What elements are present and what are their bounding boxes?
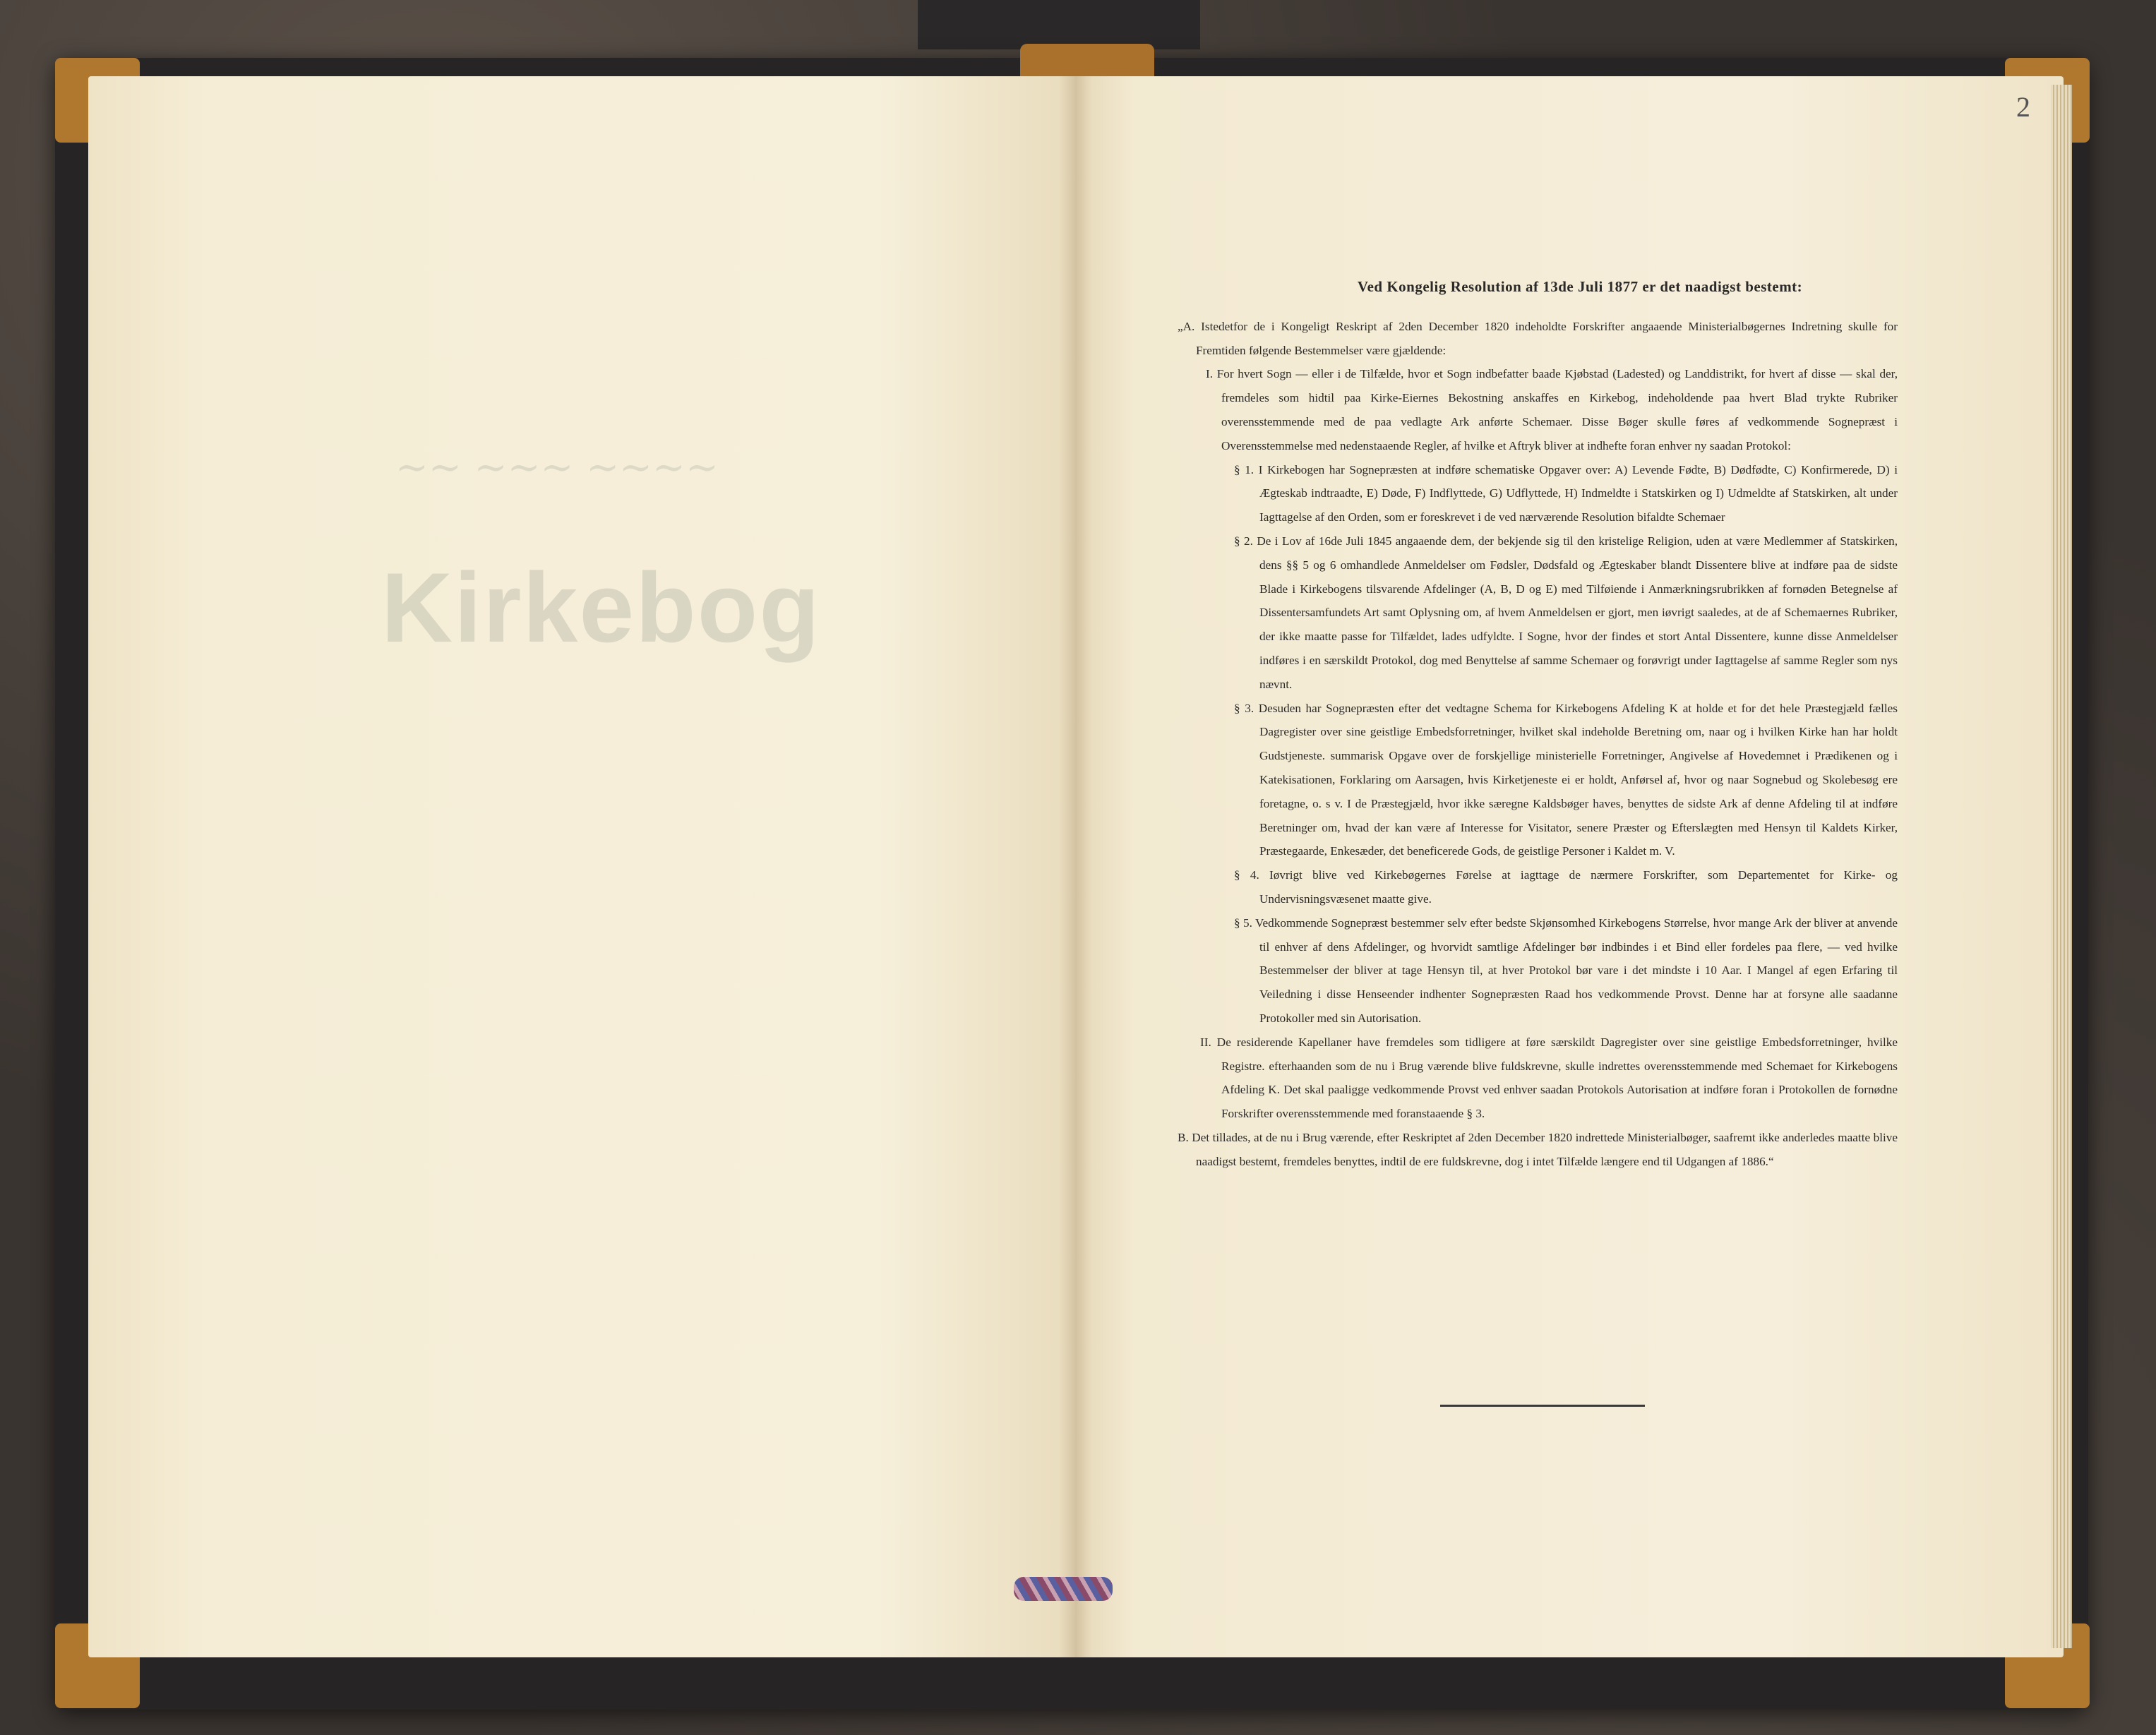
resolution-text xyxy=(1178,275,1898,1173)
binding-strip xyxy=(918,0,1200,49)
ghost-title: Kirkebog xyxy=(381,552,821,663)
section-3: § 3. Desuden har Sognepræsten efter det vedtagne Schema for Kirkebogens Afdeling K at holde et for det hele Præstegjæld fælles Dagregister over sine geistlige Embedsforretninger, hvilket skal indeholde Beretning om, naar og i hvilken Kirke han har holdt Gudstjeneste. summarisk Opgave over de forskjellige ministerielle Forretninger, Angivelse af Hovedemnet i Prædikenen og i Katekisationen, Forklaring om Aarsagen, hvis Kirketjeneste ei er holdt, Anførsel af, hvor og naar Sognebud og Skolebesøg ere foretagne, o. s v. I de Præstegjæld, hvor ikke særegne Kaldsbøger haves, benyttes de sidste Ark af denne Afdeling til at indføre Beretninger om, hvad der kan være af Interesse for Visitator, senere Præster og Efterslægten med Hensyn til Kaldets Kirker, Præstegaarde, Enkesæder, det beneficerede Gods, de geistlige Personer i Kaldet m. V. xyxy=(1234,701,1898,858)
closing-rule xyxy=(1440,1405,1645,1407)
page-edges xyxy=(2051,85,2072,1648)
page-number: 2 xyxy=(2016,91,2030,123)
paragraph-b: B. Det tillades, at de nu i Brug værende, efter Reskriptet af 2den December 1820 indrettede Ministerialbøger, saafremt ikke anderledes maatte blive naadigst bestemt, fremdeles benyttes, indtil de ere fuldskrevne, dog i intet Tilfælde længere end til Udgangen af 1886.“ xyxy=(1178,1130,1898,1168)
section-4: § 4. Iøvrigt blive ved Kirkebøgernes Førelse at iagttage de nærmere Forskrifter, som Departementet for Kirke- og Undervisningsvæsenet maatte give. xyxy=(1234,868,1898,906)
section-5: § 5. Vedkommende Sognepræst bestemmer selv efter bedste Skjønsomhed Kirkebogens Størrelse, hvor mange Ark der bliver at anvende til enhver af dens Afdelinger, og hvorvidt samtlige Afdelinger bør indbindes i et Bind eller fordeles paa flere, — ved hvilke Bestemmelser der bliver at tage Hensyn til, at hver Protokol bør vare i det mindste i 10 Aar. I Mangel af egen Erfaring til Veiledning i disse Henseender indhenter Sognepræsten Raad hos vedkommende Provst. Denne har at forsyne alle saadanne Protokoller med sin Autorisation. xyxy=(1234,915,1898,1025)
document-heading: Ved Kongelig Resolution af 13de Juli 1877 er det naadigst bestemt: xyxy=(1357,278,1803,295)
paragraph-i: I. For hvert Sogn — eller i de Tilfælde, hvor et Sogn indbefatter baade Kjøbstad (Ladested) og Landdistrikt, for hvert af disse — skal der, fremdeles som hidtil paa Kirke-Eiernes Bekostning anskaffes en Kirkebog, indeholdende paa hvert Blad trykte Rubriker overensstemmende med de paa vedlagte Ark anførte Schemaer. Disse Bøger skulle føres af vedkommende Sognepræst i Overensstemmelse med nedenstaaende Regler, af hvilke et Aftryk bliver at indhefte foran enhver ny saadan Protokol: xyxy=(1206,367,1898,452)
left-page xyxy=(88,76,1075,1657)
section-1: § 1. I Kirkebogen har Sognepræsten at indføre schematiske Opgaver over: A) Levende Fødte, B) Dødfødte, C) Konfirmerede, D) i Ægteskab indtraadte, E) Døde, F) Indflyttede, G) Udflyttede, H) Indmeldte i Statskirken og I) Udmeldte af Statskirken, alt under Iagttagelse af den Orden, som er foreskrevet i de ved nærværende Resolution bifaldte Schemaer xyxy=(1234,462,1898,524)
paragraph-a: „A. Istedetfor de i Kongeligt Reskript af 2den December 1820 indeholdte Forskrifter angaaende Ministerialbøgernes Indretning skulle for Fremtiden følgende Bestemmelser være gjældende: xyxy=(1178,319,1898,357)
binding-thread xyxy=(1014,1577,1113,1601)
ghost-handwriting: ~~ ~~~ ~~~~ xyxy=(395,445,719,491)
paragraph-ii: II. De residerende Kapellaner have fremdeles som tidligere at føre særskildt Dagregister over sine geistlige Embedsforretninger, hvilke Registre. efterhaanden som de nu i Brug værende blive fuldskrevne, skulle indrettes overensstemmende med Schemaet for Kirkebogens Afdeling K. Det skal paaligge vedkommende Provst ved enhver saadan Protokols Autorisation at indføre foran i Protokollen de fornødne Forskrifter overensstemmende med foranstaaende § 3. xyxy=(1200,1035,1898,1121)
section-2: § 2. De i Lov af 16de Juli 1845 angaaende dem, der bekjende sig til den kristelige Religion, uden at være Medlemmer af Statskirken, dens §§ 5 og 6 omhandlede Anmeldelser om Fødsler, Dødsfald og Ægteskaber blandt Dissentere blive at indføre paa de sidste Blade i Kirkebogens tilsvarende Afdelinger (A, B, D og E) med Tilføiende i Anmærkningsrubrikken af fornøden Betegnelse af Dissentersamfundets Art samt Oplysning om, af hvem Anmeldelsen er gjort, men iøvrigt saaledes, at de af Schemaernes Rubriker, der ikke maatte passe for Tilfældet, lades udfyldte. I Sogne, hvor der findes et stort Antal Dissentere, kunne disse Anmeldelser indføres i en særskildt Protokol, dog med Benyttelse af samme Schemaer og forøvrigt under Iagttagelse af samme Regler som nys nævnt. xyxy=(1234,534,1898,691)
gutter xyxy=(1059,76,1091,1657)
